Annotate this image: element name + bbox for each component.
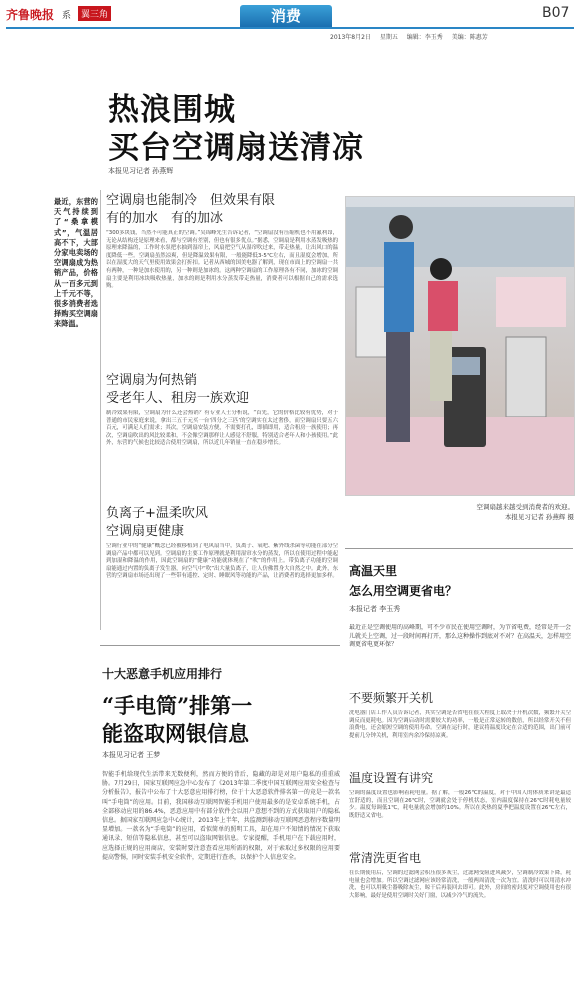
section3-body: 空调行业中的“健康”概念已经被移植到了电风扇当中，负离子、氧吧、紫外线杀菌等功能在部分空调扇产品中都可以见到。空调扇的主要工作原理就是利用湿帘水分的蒸发，所以在使用过程中能起到加湿和降温的作用，因此空调扇的“健康”功能就体现在了“吹”的作用上。带负离子功能的空调扇能通过内置的负离子发生器，向空气中“吹”出大量负离子，让人仿佛置身大自然之中。此外，东营的空调扇市场还出现了一些带有遥控、定时、睡眠风等功能的产品，让消费者的选择更加多样。 — [106, 543, 338, 580]
lead-byline: 本报见习记者 孙燕辉 — [108, 167, 174, 175]
right-section2-body: 空调的温度设置也影响着耗电量。据了解，一般26℃的温度，对于中国人的体质来讲是最适宜舒适的，而且空调在26℃时，空调就会处于停机状态，室内温度保持在26℃时耗电量较少。温度每调低1℃，耗电量就会增加约10%。所以在炎热的夏季把温度设置在26℃左右，既舒适又省电。 — [349, 790, 571, 819]
right-intro: 最近正是空调使用的高峰期，可不少市民在使用空调时，为节省电费，经常是开一会儿就关上空调，过一段时间再打开，那么这种操作到底对不对？在高温天，怎样用空调更省电更环保？ — [349, 624, 571, 648]
store-photo — [345, 196, 575, 496]
date: 2013年8月2日 — [330, 34, 371, 41]
masthead — [0, 0, 580, 41]
right-section3-heading: 常清洗更省电 — [349, 851, 422, 865]
page-number: B07 — [542, 5, 570, 21]
right-section2-heading: 温度设置有讲究 — [349, 771, 434, 785]
right-kicker: 高温天里 — [349, 564, 398, 578]
photo-caption-block — [424, 502, 574, 522]
section1-subhead2: 有的加水 有的加冰 — [106, 211, 224, 226]
bottom-top-rule — [100, 645, 340, 646]
section2-subhead1: 空调扇为何热销 — [106, 373, 198, 388]
bottom-kicker: 十大恶意手机应用排行 — [102, 667, 223, 681]
dateline — [330, 32, 495, 41]
lead-headline-line2: 买台空调扇送清凉 — [108, 130, 364, 166]
logo-suffix: 系 — [62, 11, 72, 21]
newspaper-logo: 齐鲁晚报 — [6, 8, 55, 22]
photo-illustration — [346, 197, 574, 495]
right-top-rule — [345, 548, 573, 549]
column-divider — [100, 190, 101, 630]
section3-subhead2: 空调扇更健康 — [106, 524, 185, 539]
right-headline: 怎么用空调更省电？ — [349, 584, 458, 598]
lead-paragraph: 最近，东营的天气持续到了“桑拿模式”，气温居高不下，大部分家电卖场的空调扇成为热销产品，价格从一百多元到上千元不等，很多消费者选择购买空调扇来降温。 — [54, 197, 98, 329]
section1-body: “300多块钱，当然不可能真正的空调。”吴锦峰先生告诉记者，“空调扇没有压缩机也不用氟利昂，无论从结构还是原理来看，都与空调有差别，但也有很多优点。”据悉，空调扇是利用水蒸发吸热的原理来降温的，工作时水泵把水抽到湿帘上，风扇把空气从湿帘吹过来，带走热量，让出风口的温度降低一些。空调扇虽然凉爽，但是降温效果有限，一般能降低3-5℃左右，而且湿度会增加，所以在湿度大的天气里使用效果会打折扣。记者从西城的国美电器了解到，现在市面上的空调扇一共有两种，一种是加水使用的，另一种则是加冰的。这两种空调扇的工作原理各有不同，加冰的空调扇主要是利用冰块吸收热量，加水的则是利用水分蒸发带走热量，消费者可以根据自己的需求选购。 — [106, 230, 338, 290]
lead-headline-line1: 热浪围城 — [108, 92, 236, 128]
section1-subhead1: 空调扇也能制冷 但效果有限 — [106, 193, 276, 208]
section-title: 消费 — [240, 5, 332, 27]
section2-body: 制冷效果有限，空调扇为什么还会热销？有专业人士分析说，“首先，它的价格比较有优势，对于普通的市民家庭来说，拿出三五千元买一台‘四分之三匹’的空调实在太过奢侈，而空调扇只要五六百元，可满足人们需求；其次，空调扇安装方便，不需要打孔，即插即用，适合租房一族使用；再次，空调扇吹出的风比较柔和，不会像空调那样让人感觉不舒服，特别适合老年人和小孩使用。”此外，东营的气候也比较适合使用空调扇，所以近几年销量一直在稳步增长。 — [106, 410, 338, 447]
right-section3-body: 在长期使用后，空调的过滤网会积压很多灰尘，过滤网受阻进风减少，空调制冷效果下降，耗电量也会增加。所以空调过滤网应该经常清洗，一般两周清洗一次为宜。清洗时可以用清水冲洗，也可以用吸尘器吸除灰尘，晾干后再装回去即可。此外，房间的密封度对空调使用也有很大影响，最好是使用空调时关好门窗，以减少冷气的流失。 — [349, 870, 571, 899]
bottom-body: 智能手机给现代生活带来无数便利，然而方便的背后，隐藏的却是对用户隐私的重重威胁。7月29日，国家互联网应急中心发布了《2013年第二季度中国互联网应用安全检查与分析报告》，报告中公布了十大恶意应用排行榜，位于十大恶意软件排名第一的竟是一款名叫“手电筒”的应用。目前，我国移动互联网智能手机用户使用最多的是安卓系统手机，占全部移动应用的86.4%，恶意应用中有部分软件会以用户意想不到的方式获取用户的隐私信息。据国家互联网应急中心统计，2013年上半年，共监测到移动互联网恶意程序数量明显增加。一款名为“手电筒”的应用，看似简单的照明工具，却在用户不知情的情况下获取通讯录、短信等隐私信息，甚至可以盗取网银信息。专家提醒，手机用户在下载应用时，应选择正规的应用商店，安装时要注意查看应用所需的权限，对于索取过多权限的应用要提高警惕，同时安装手机安全软件，定期进行查杀，以保护个人信息安全。 — [102, 771, 340, 861]
section3-subhead1: 负离子+温柔吹风 — [106, 506, 208, 521]
bottom-headline-line2: 能盗取网银信息 — [102, 721, 249, 746]
editor: 编辑：李玉秀 — [406, 34, 443, 41]
designer: 美编：陈惠芳 — [451, 34, 488, 41]
header-rule — [6, 27, 574, 29]
edition-tag: 翼三角 — [78, 6, 111, 21]
photo-credit: 本报见习记者 孙燕辉 摄 — [504, 513, 574, 521]
photo-caption: 空调扇越来越受到消费者的欢迎。 — [476, 503, 574, 511]
bottom-headline-line1: “手电筒”排第一 — [102, 693, 253, 718]
section2-subhead2: 受老年人、租房一族欢迎 — [106, 391, 250, 406]
right-section1-heading: 不要频繁开关机 — [349, 691, 434, 705]
weekday: 星期五 — [379, 34, 398, 41]
right-byline: 本报记者 李玉秀 — [349, 605, 401, 613]
right-section1-body: 洗电器门店工作人员告诉记者，其实空调是否省电在很大程度上取决于开机次数，频繁开关空调反而更耗电。因为空调启动时需要较大的功率，一般是正常运转的数倍，所以经常开关不但浪费电，还会缩短空调的使用寿命。空调在运行时，建议将温度设定在合适的范围，出门前可提前几分钟关机，利用室内余冷保持凉爽。 — [349, 710, 571, 739]
bottom-byline: 本报见习记者 王梦 — [102, 751, 161, 759]
